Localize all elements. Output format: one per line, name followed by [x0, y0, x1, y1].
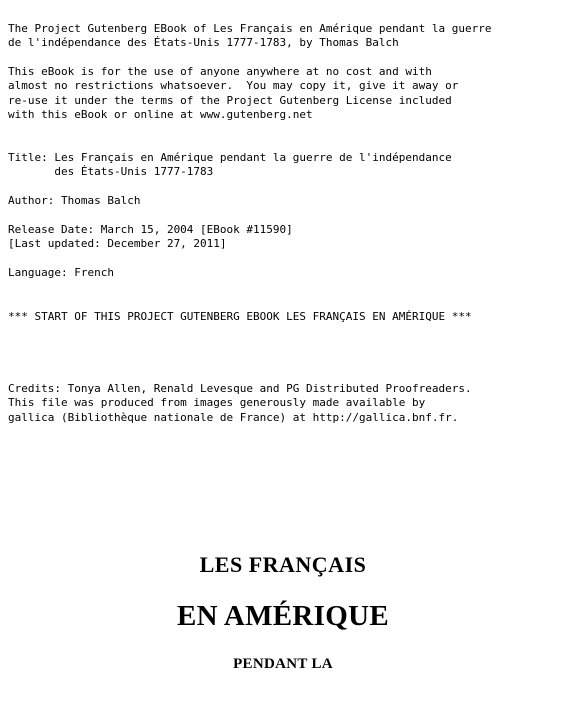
header-line-1: The Project Gutenberg EBook of Les Français en Amérique pendant la guerre	[8, 22, 492, 35]
license-line-3: re-use it under the terms of the Project Gutenberg License included	[8, 93, 452, 107]
credits-line-3: gallica (Bibliothèque nationale de France) at http://gallica.bnf.fr.	[8, 410, 459, 424]
book-title-line-1: LES FRANÇAIS	[199, 552, 367, 577]
author-line: Author: Thomas Balch	[8, 194, 141, 207]
title-line-2: des États-Unis 1777-1783	[8, 165, 214, 179]
last-updated-line: [Last updated: December 27, 2011]	[8, 237, 227, 251]
credits-line-2: This file was produced from images generously made available by	[8, 396, 426, 410]
license-line-4: with this eBook or online at www.gutenberg.net	[8, 108, 313, 122]
credits-line-1: Credits: Tonya Allen, Renald Levesque and PG Distributed Proofreaders.	[8, 382, 472, 395]
license-line-2: almost no restrictions whatsoever. You may copy it, give it away or	[8, 79, 459, 93]
start-marker-line: *** START OF THIS PROJECT GUTENBERG EBOOK LES FRANÇAIS EN AMÉRIQUE ***	[8, 310, 472, 323]
header-line-2: de l'indépendance des États-Unis 1777-1783, by Thomas Balch	[8, 36, 399, 50]
license-line-1: This eBook is for the use of anyone anywhere at no cost and with	[8, 65, 432, 78]
release-date-line: Release Date: March 15, 2004 [EBook #11590]	[8, 223, 293, 236]
title-line-1: Title: Les Français en Amérique pendant la guerre de l'indépendance	[8, 151, 452, 164]
language-line: Language: French	[8, 266, 114, 279]
book-title-line-2: EN AMÉRIQUE	[177, 600, 389, 632]
book-title-line-3: PENDANT LA	[233, 656, 333, 672]
